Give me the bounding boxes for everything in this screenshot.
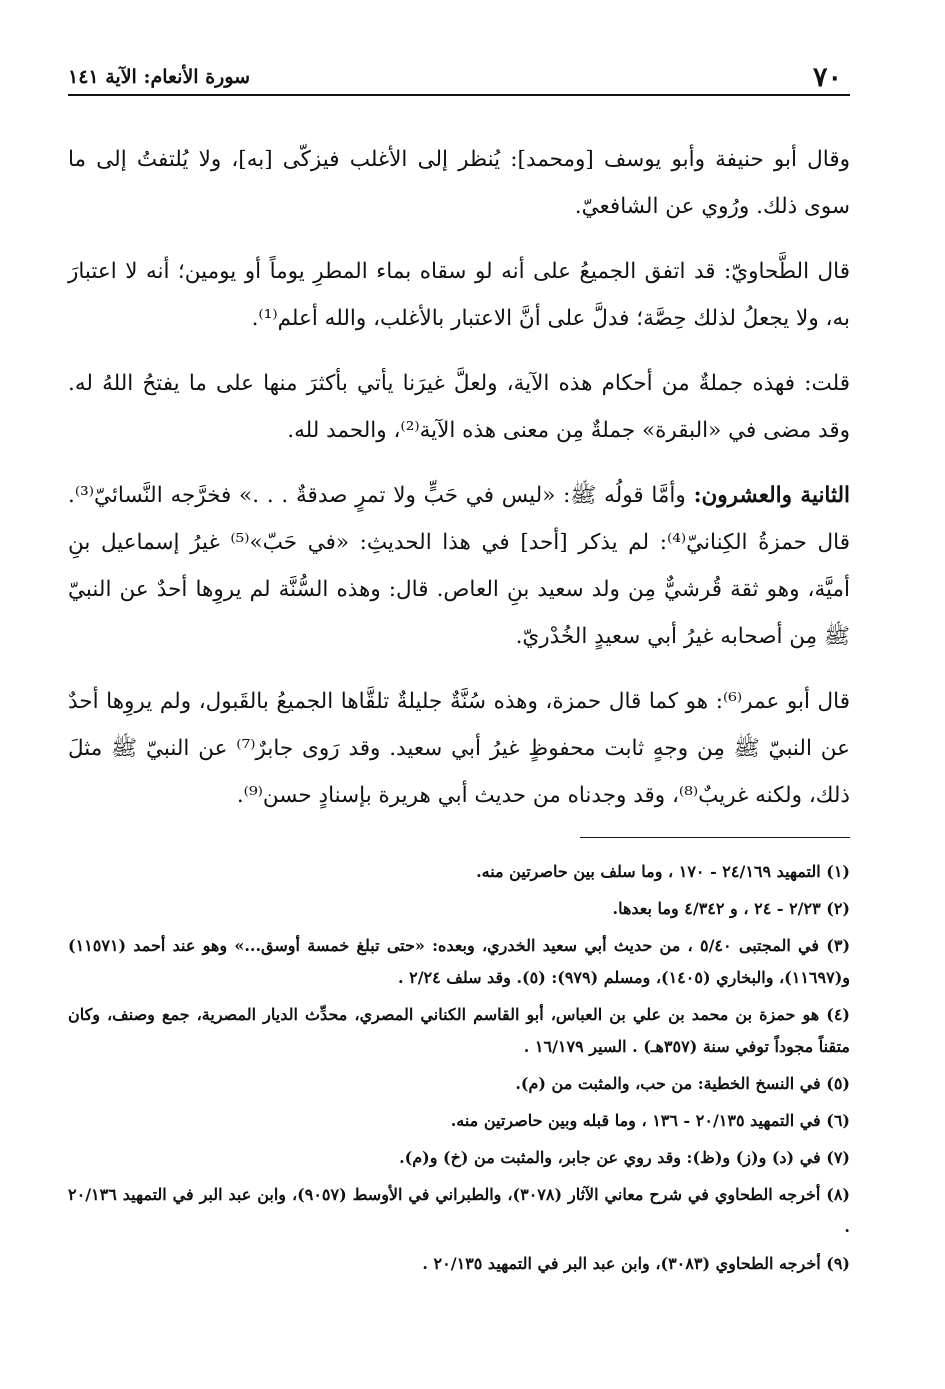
paragraph-text: قال الطَّحاويّ: قد اتفق الجميعُ على أنه لو سقاه بماء المطرِ يوماً أو يومين؛ أنه لا اعتبارَ به، ولا يجعلُ لذلك حِصَّة؛ فدلَّ على أنَّ الاعتبار بالأغلب، والله أعلم⁽¹⁾. <box>68 259 850 331</box>
footnote: (٧) في (د) و(ز) و(ظ): وقد روي عن جابر، والمثبت من (خ) و(م). <box>399 1148 850 1167</box>
paragraph-text: وقال أبو حنيفة وأبو يوسف [ومحمد]: يُنظر إلى الأغلب فيزكّى [به]، ولا يُلتفتُ إلى ما سوى ذلك. ورُوي عن الشافعيّ. <box>68 147 850 219</box>
paragraph <box>68 360 850 454</box>
footnote: (٦) في التمهيد ٢٠/١٣٥ - ١٣٦ ، وما قبله وبين حاصرتين منه. <box>450 1111 850 1130</box>
paragraph-text: قال أبو عمر⁽⁶⁾: هو كما قال حمزة، وهذه سُنَّةٌ جليلةٌ تلقَّاها الجميعُ بالقَبول، ولم يروِها أحدٌ عن النبيّ ﷺ مِن وجهٍ ثابت محفوظٍ غيرُ أبي سعيد. وقد رَوى جابرٌ⁽⁷⁾ عن النبيّ ﷺ مثلَ ذلك، ولكنه غريبٌ⁽⁸⁾، وقد وجدناه من حديث أبي هريرة بإسنادٍ حسن⁽⁹⁾. <box>68 689 851 808</box>
paragraph <box>68 678 850 819</box>
paragraph <box>68 136 850 230</box>
footnote: (٨) أخرجه الطحاوي في شرح معاني الآثار (٣٠٧٨)، والطبراني في الأوسط (٩٠٥٧)، وابن عبد البر في التمهيد ٢٠/١٣٦ . <box>68 1185 850 1236</box>
running-title: سورة الأنعام: الآية ١٤١ <box>68 66 251 88</box>
paragraph <box>68 248 850 342</box>
footnote-divider <box>580 837 850 838</box>
paragraph-text: وأمَّا قولُه ﷺ: «ليس في حَبٍّ ولا تمرٍ صدقةٌ . . .» فخرَّجه النَّسائيّ⁽³⁾. قال حمزةُ الكِنانيّ⁽⁴⁾: لم يذكر [أحد] في هذا الحديثِ: «في حَبّ»⁽⁵⁾ غيرُ إسماعيل بنِ أميَّة، وهو ثقة قُرشيٌّ مِن ولد سعيد بنِ العاص. قال: وهذه السُّنَّة لم يروِها أحدٌ عن النبيّ ﷺ مِن أصحابه غيرُ أبي سعيدٍ الخُدْريّ. <box>68 483 850 649</box>
page-header <box>68 48 850 96</box>
footnote: (٩) أخرجه الطحاوي (٣٠٨٣)، وابن عبد البر في التمهيد ٢٠/١٣٥ . <box>422 1254 850 1273</box>
main-text <box>68 136 850 819</box>
book-page <box>68 48 850 1285</box>
footnote: (٥) في النسخ الخطية: من حب، والمثبت من (م). <box>515 1074 850 1093</box>
footnotes <box>68 856 850 1280</box>
footnote: (٣) في المجتبى ٥/٤٠ ، من حديث أبي سعيد الخدري، وبعده: «حتى تبلغ خمسة أوسق...» وهو عند أحمد (١١٥٧١) و(١١٦٩٧)، والبخاري (١٤٠٥)، ومسلم (٩٧٩): (٥). وقد سلف ٢/٢٤ . <box>68 936 851 987</box>
footnote: (١) التمهيد ٢٤/١٦٩ - ١٧٠ ، وما سلف بين حاصرتين منه. <box>476 862 850 881</box>
footnote: (٢) ٢/٢٣ - ٢٤ ، و ٤/٣٤٢ وما بعدها. <box>612 899 850 918</box>
paragraph <box>68 472 850 660</box>
section-heading: الثانية والعشرون: <box>693 483 850 508</box>
paragraph-text: قلت: فهذه جملةٌ من أحكام هذه الآية، ولعلَّ غيرَنا يأتي بأكثرَ منها على ما يفتحُ اللهُ له. وقد مضى في «البقرة» جملةٌ مِن معنى هذه الآية⁽²⁾، والحمد لله. <box>68 371 850 443</box>
page-number: ٧٠ <box>812 62 842 93</box>
footnote: (٤) هو حمزة بن محمد بن علي بن العباس، أبو القاسم الكناني المصري، محدِّث الديار المصرية، جمع وصنف، وكان متقناً مجوداً توفي سنة (٣٥٧هـ) . السير ١٦/١٧٩ . <box>68 1005 850 1056</box>
